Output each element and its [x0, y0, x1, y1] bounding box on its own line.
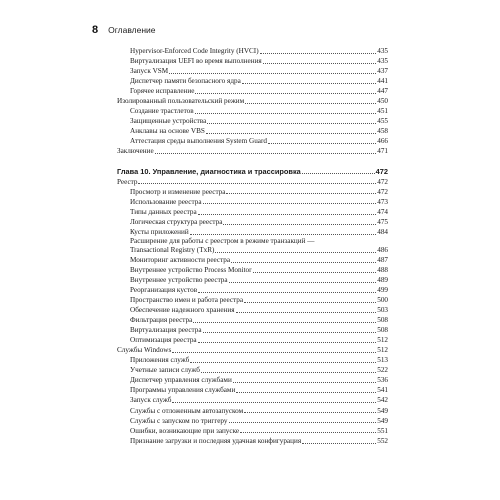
toc-entry-title: Использование реестра — [130, 197, 202, 206]
toc-entry-title: Защищенные устройства — [130, 117, 207, 126]
toc-leader-dots — [229, 422, 377, 423]
toc-entry-page: 437 — [377, 67, 388, 76]
toc-leader-dots — [236, 392, 376, 393]
toc-entry-page: 441 — [377, 77, 388, 86]
toc-leader-dots — [263, 63, 377, 64]
toc-section-chapter-part1 — [117, 177, 388, 237]
toc-entry — [117, 227, 388, 237]
toc-entry-title: Аттестация среды выполнения System Guard — [130, 137, 267, 146]
toc-entry-page: 522 — [377, 366, 388, 375]
toc-entry — [117, 335, 388, 345]
toc-entry-page: 488 — [377, 265, 388, 274]
toc-entry-page: 508 — [377, 316, 388, 325]
page-number: 8 — [92, 24, 99, 36]
toc-entry — [117, 406, 388, 416]
toc-entry — [117, 416, 388, 426]
toc-entry-page: 500 — [377, 295, 388, 304]
toc-leader-dots — [193, 322, 376, 323]
toc-entry-title: Горячее исправление — [130, 87, 195, 96]
toc-leader-dots — [203, 203, 377, 204]
toc-entry — [117, 345, 388, 355]
toc-entry-title: Обеспечение надежного хранения — [130, 306, 235, 315]
toc-entry — [117, 96, 388, 106]
toc-leader-dots — [138, 183, 376, 184]
toc-entry-page: 541 — [377, 386, 388, 395]
toc-entry-title: Признание загрузки и последняя удачная конфигурация — [130, 436, 302, 445]
toc-entry — [117, 315, 388, 325]
toc-entry — [117, 255, 388, 265]
toc-leader-dots — [236, 312, 377, 313]
toc-entry-title: Фильтрация реестра — [130, 316, 193, 325]
toc-entry — [117, 265, 388, 275]
toc-section-chapter-part2 — [117, 255, 388, 446]
toc-leader-dots — [203, 332, 377, 333]
toc-leader-dots — [198, 342, 377, 343]
toc-entry-title: Пространство имен и работа реестра — [130, 295, 244, 304]
toc-entry-line2 — [130, 246, 388, 255]
toc-entry-title: Запуск служб — [130, 396, 172, 405]
toc-leader-dots — [253, 272, 377, 273]
toc-leader-dots — [169, 73, 376, 74]
toc-entry-title: Изолированный пользовательский режим — [117, 97, 245, 106]
toc-entry-multiline — [117, 237, 388, 255]
toc-entry — [117, 46, 388, 56]
toc-entry-page: 466 — [377, 137, 388, 146]
toc-entry-title: Службы Windows — [117, 346, 172, 355]
toc-entry — [117, 116, 388, 126]
toc-entry-page: 447 — [377, 87, 388, 96]
toc-entry-title: Учетные записи служб — [130, 366, 200, 375]
page-header — [92, 24, 156, 36]
toc-leader-dots — [215, 252, 376, 253]
toc-entry-title: Типы данных реестра — [130, 207, 197, 216]
toc-entry-page: 474 — [377, 207, 388, 216]
toc-entry — [117, 426, 388, 436]
toc-entry-page: 435 — [377, 57, 388, 66]
toc-leader-dots — [195, 93, 376, 94]
toc-entry-page: 536 — [377, 376, 388, 385]
toc-entry — [117, 295, 388, 305]
toc-leader-dots — [302, 173, 375, 174]
toc-leader-dots — [206, 133, 376, 134]
toc-entry-page: 472 — [377, 177, 388, 186]
toc-entry — [117, 146, 388, 156]
toc-leader-dots — [233, 382, 376, 383]
toc-entry-title: Реорганизация кустов — [130, 285, 198, 294]
toc-entry-page: 484 — [377, 227, 388, 236]
toc-entry-page: 513 — [377, 356, 388, 365]
toc-leader-dots — [226, 193, 376, 194]
toc-entry — [117, 285, 388, 295]
toc-leader-dots — [198, 292, 376, 293]
toc-leader-dots — [260, 53, 377, 54]
section-gap — [117, 157, 388, 166]
toc-entry-page: 475 — [377, 217, 388, 226]
toc-entry — [117, 395, 388, 405]
toc-entry-page: 552 — [377, 436, 388, 445]
toc-chapter-page: 472 — [375, 166, 388, 176]
toc-entry-page: 489 — [377, 275, 388, 284]
toc-entry-page: 487 — [377, 255, 388, 264]
toc-entry — [117, 217, 388, 227]
running-head: Оглавление — [108, 25, 156, 35]
toc-entry — [117, 187, 388, 197]
toc-leader-dots — [242, 83, 376, 84]
toc-leader-dots — [268, 143, 376, 144]
toc-entry-title: Приложения служб — [130, 356, 190, 365]
toc-leader-dots — [172, 402, 376, 403]
toc-entry-page: 512 — [377, 346, 388, 355]
toc-entry — [117, 365, 388, 375]
toc-entry — [117, 197, 388, 207]
toc-leader-dots — [201, 372, 376, 373]
toc-entry — [117, 177, 388, 187]
toc-entry-title: Заключение — [117, 147, 154, 156]
table-of-contents — [117, 46, 388, 446]
toc-entry-page: 508 — [377, 326, 388, 335]
toc-entry-title: Диспетчер памяти безопасного ядра — [130, 77, 241, 86]
toc-entry — [117, 436, 388, 446]
toc-entry-page: 455 — [377, 117, 388, 126]
toc-entry-page: 472 — [377, 187, 388, 196]
toc-entry-page: 549 — [377, 406, 388, 415]
toc-entry — [117, 56, 388, 66]
toc-entry — [117, 86, 388, 96]
toc-entry-page: 499 — [377, 285, 388, 294]
toc-entry-title: Виртуализация UEFI во время выполнения — [130, 57, 262, 66]
toc-leader-dots — [229, 282, 377, 283]
toc-entry-title: Внутреннее устройство реестра — [130, 275, 228, 284]
toc-entry-title: Запуск VSM — [130, 67, 169, 76]
toc-entry-title: Программы управления службами — [130, 386, 236, 395]
toc-entry — [117, 76, 388, 86]
toc-entry — [117, 66, 388, 76]
toc-entry — [117, 106, 388, 116]
toc-entry-title: Создание трастлетов — [130, 107, 194, 116]
toc-section-top — [117, 46, 388, 157]
toc-leader-dots — [231, 262, 376, 263]
toc-chapter-title: Глава 10. Управление, диагностика и трассировка — [117, 166, 301, 176]
toc-entry-page: 471 — [377, 147, 388, 156]
toc-entry — [117, 385, 388, 395]
toc-entry-page: 451 — [377, 107, 388, 116]
toc-entry-title: Анклавы на основе VBS — [130, 127, 205, 136]
toc-entry-title: Просмотр и изменение реестра — [130, 187, 226, 196]
toc-entry-page: 435 — [377, 47, 388, 55]
toc-leader-dots — [155, 153, 377, 154]
toc-entry-page: 542 — [377, 396, 388, 405]
toc-entry — [117, 207, 388, 217]
toc-leader-dots — [223, 224, 376, 225]
toc-leader-dots — [240, 432, 376, 433]
toc-entry-title: Виртуализация реестра — [130, 326, 202, 335]
toc-leader-dots — [244, 412, 376, 413]
toc-entry-page: 486 — [377, 245, 388, 254]
toc-entry-page: 458 — [377, 127, 388, 136]
toc-leader-dots — [198, 214, 377, 215]
toc-entry-title: Диспетчер управления службами — [130, 376, 232, 385]
toc-entry-title: Реестр — [117, 177, 138, 186]
toc-entry-page: 549 — [377, 416, 388, 425]
toc-leader-dots — [190, 234, 377, 235]
toc-entry-title: Службы с отложенным автозапуском — [130, 406, 244, 415]
toc-entry-title: Оптимизация реестра — [130, 336, 197, 345]
toc-entry — [117, 355, 388, 365]
toc-entry-title: Логическая структура реестра — [130, 217, 223, 226]
toc-entry-page: 450 — [377, 97, 388, 106]
toc-entry-title: Кусты приложений — [130, 227, 189, 236]
toc-entry — [117, 126, 388, 136]
toc-entry — [117, 375, 388, 385]
toc-entry — [117, 305, 388, 315]
toc-leader-dots — [302, 443, 376, 444]
toc-entry-page: 503 — [377, 306, 388, 315]
toc-entry-title: Ошибки, возникающие при запуске — [130, 426, 240, 435]
toc-leader-dots — [244, 302, 376, 303]
toc-leader-dots — [245, 103, 376, 104]
toc-leader-dots — [195, 113, 377, 114]
toc-entry — [117, 325, 388, 335]
toc-entry-title-line1: Расширение для работы с реестром в режиме транзакций — — [130, 236, 315, 245]
toc-leader-dots — [190, 362, 376, 363]
toc-entry-title: Мониторинг активности реестра — [130, 255, 231, 264]
toc-leader-dots — [207, 123, 376, 124]
toc-entry-title: Внутреннее устройство Process Monitor — [130, 265, 252, 274]
toc-leader-dots — [172, 352, 376, 353]
toc-entry-page: 512 — [377, 336, 388, 345]
toc-chapter-heading — [117, 166, 388, 177]
toc-entry — [117, 275, 388, 285]
toc-entry-title: Hypervisor-Enforced Code Integrity (HVCI) — [130, 47, 259, 55]
toc-entry-page: 551 — [377, 426, 388, 435]
toc-entry — [117, 136, 388, 146]
toc-entry-page: 473 — [377, 197, 388, 206]
toc-entry-title-line2: Transactional Registry (TxR) — [130, 245, 215, 254]
toc-entry-title: Службы с запуском по триггеру — [130, 416, 228, 425]
